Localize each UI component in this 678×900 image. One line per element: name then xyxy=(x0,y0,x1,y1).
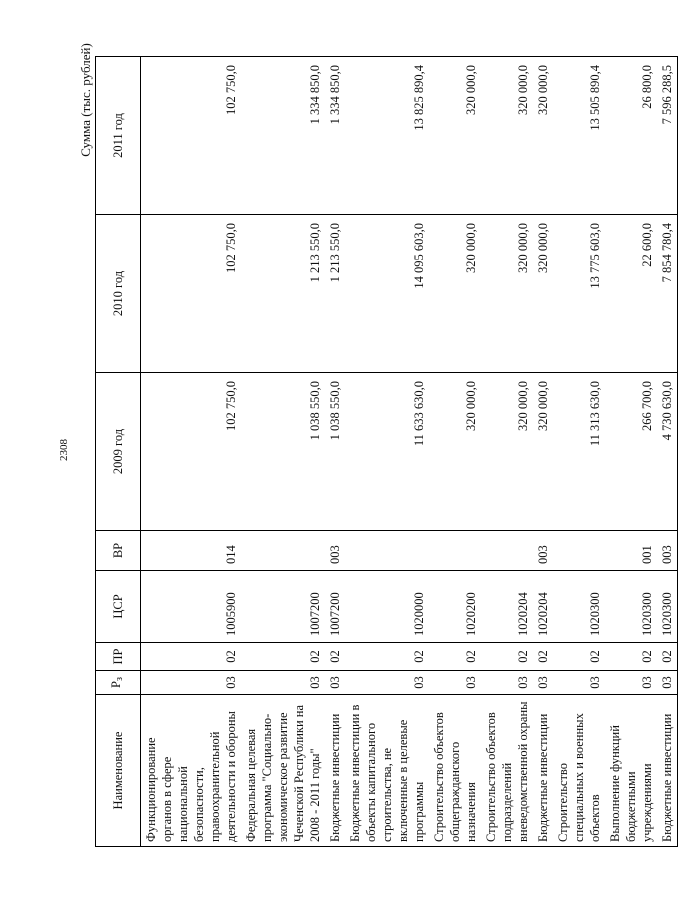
table-cell-2010: 102 750,0 xyxy=(141,215,242,373)
header-row xyxy=(96,57,141,847)
table-cell-pr: 02 xyxy=(345,643,429,671)
table-cell-2009: 4 730 630,0 xyxy=(657,373,678,531)
header-2009: 2009 год xyxy=(96,373,141,531)
table-cell-2009: 11 313 630,0 xyxy=(553,373,605,531)
table-row xyxy=(241,57,325,847)
table-cell-rz: 03 xyxy=(241,671,325,695)
table-cell-pr: 02 xyxy=(325,643,345,671)
header-csr: ЦСР xyxy=(96,571,141,643)
header-vr: ВР xyxy=(96,531,141,571)
table-cell-name: Федеральная целевая программа "Социально-экономическое развитие Чеченской Республики на 2008 - 2011 годы" xyxy=(241,695,325,847)
table-cell-vr: 003 xyxy=(325,531,345,571)
header-rz-letter: Р xyxy=(109,681,123,688)
budget-table xyxy=(95,56,678,847)
table-cell-2009: 266 700,0 xyxy=(605,373,657,531)
table-cell-rz: 03 xyxy=(481,671,533,695)
table-cell-csr: 1020300 xyxy=(605,571,657,643)
table-cell-pr: 02 xyxy=(553,643,605,671)
table-cell-vr: 003 xyxy=(533,531,553,571)
table-cell-2010: 320 000,0 xyxy=(481,215,533,373)
header-rz xyxy=(96,671,141,695)
table-cell-rz: 03 xyxy=(429,671,481,695)
table-cell-2010: 1 213 550,0 xyxy=(325,215,345,373)
table-cell-csr: 1020300 xyxy=(657,571,678,643)
table-cell-csr: 1020000 xyxy=(345,571,429,643)
table-cell-2010: 13 775 603,0 xyxy=(553,215,605,373)
table-cell-2009: 320 000,0 xyxy=(533,373,553,531)
table-cell-2010: 1 213 550,0 xyxy=(241,215,325,373)
header-2010: 2010 год xyxy=(96,215,141,373)
table-cell-csr: 1007200 xyxy=(325,571,345,643)
table-cell-name: Строительство специальных и военных объектов xyxy=(553,695,605,847)
table-cell-name: Строительство объектов общегражданского назначения xyxy=(429,695,481,847)
table-cell-vr xyxy=(241,531,325,571)
table-cell-2011: 26 800,0 xyxy=(605,57,657,215)
table-cell-2011: 13 505 890,4 xyxy=(553,57,605,215)
table-cell-name: Бюджетные инвестиции в объекты капитального строительства, не включенные в целевые программы xyxy=(345,695,429,847)
table-cell-rz: 03 xyxy=(605,671,657,695)
units-caption: Сумма (тыс. рублей) xyxy=(78,43,93,157)
table-cell-2009: 1 038 550,0 xyxy=(325,373,345,531)
table-row xyxy=(533,57,553,847)
table-cell-name: Строительство объектов подразделений вневедомственной охраны xyxy=(481,695,533,847)
table-cell-pr: 02 xyxy=(605,643,657,671)
table-cell-rz: 03 xyxy=(345,671,429,695)
table-cell-rz: 03 xyxy=(533,671,553,695)
table-cell-2009: 102 750,0 xyxy=(141,373,242,531)
table-cell-csr: 1005900 xyxy=(141,571,242,643)
table-row xyxy=(429,57,481,847)
table-row xyxy=(605,57,657,847)
table-cell-2009: 320 000,0 xyxy=(429,373,481,531)
table-cell-2011: 1 334 850,0 xyxy=(325,57,345,215)
table-cell-rz: 03 xyxy=(325,671,345,695)
table-cell-2011: 7 596 288,5 xyxy=(657,57,678,215)
table-cell-vr xyxy=(481,531,533,571)
table-cell-name: Бюджетные инвестиции xyxy=(325,695,345,847)
table-cell-pr: 02 xyxy=(657,643,678,671)
table-row xyxy=(481,57,533,847)
table-cell-vr xyxy=(429,531,481,571)
table-cell-name: Функционирование органов в сфере национальной безопасности, правоохранительной деятельности и обороны xyxy=(141,695,242,847)
table-row xyxy=(657,57,678,847)
table-cell-2011: 320 000,0 xyxy=(533,57,553,215)
header-pr: ПР xyxy=(96,643,141,671)
budget-table-wrapper xyxy=(95,57,674,847)
table-cell-2011: 320 000,0 xyxy=(481,57,533,215)
table-cell-2010: 22 600,0 xyxy=(605,215,657,373)
header-rz-subscript: з xyxy=(114,677,125,681)
table-cell-name: Бюджетные инвестиции xyxy=(533,695,553,847)
table-cell-2009: 320 000,0 xyxy=(481,373,533,531)
table-cell-2009: 11 633 630,0 xyxy=(345,373,429,531)
table-cell-name: Выполнение функций бюджетными учреждениями xyxy=(605,695,657,847)
table-cell-pr: 02 xyxy=(533,643,553,671)
table-cell-pr: 02 xyxy=(481,643,533,671)
table-cell-2011: 1 334 850,0 xyxy=(241,57,325,215)
table-cell-pr: 02 xyxy=(141,643,242,671)
table-cell-rz: 03 xyxy=(553,671,605,695)
table-cell-csr: 1007200 xyxy=(241,571,325,643)
table-cell-2010: 14 095 603,0 xyxy=(345,215,429,373)
table-row xyxy=(325,57,345,847)
table-cell-csr: 1020200 xyxy=(429,571,481,643)
table-body xyxy=(141,57,678,847)
table-cell-vr: 001 xyxy=(605,531,657,571)
table-cell-name: Бюджетные инвестиции xyxy=(657,695,678,847)
table-cell-csr: 1020204 xyxy=(533,571,553,643)
table-cell-2011: 102 750,0 xyxy=(141,57,242,215)
table-cell-vr: 003 xyxy=(657,531,678,571)
table-cell-2010: 320 000,0 xyxy=(533,215,553,373)
header-2011: 2011 год xyxy=(96,57,141,215)
table-cell-2010: 7 854 780,4 xyxy=(657,215,678,373)
table-cell-rz: 03 xyxy=(141,671,242,695)
table-cell-2011: 320 000,0 xyxy=(429,57,481,215)
table-cell-pr: 02 xyxy=(241,643,325,671)
table-cell-rz: 03 xyxy=(657,671,678,695)
table-cell-vr xyxy=(553,531,605,571)
table-cell-vr: 014 xyxy=(141,531,242,571)
header-name: Наименование xyxy=(96,695,141,847)
table-cell-pr: 02 xyxy=(429,643,481,671)
table-cell-csr: 1020204 xyxy=(481,571,533,643)
table-cell-csr: 1020300 xyxy=(553,571,605,643)
table-cell-2011: 13 825 890,4 xyxy=(345,57,429,215)
table-row xyxy=(141,57,242,847)
page-number: 2308 xyxy=(58,439,70,461)
table-cell-2009: 1 038 550,0 xyxy=(241,373,325,531)
table-cell-vr xyxy=(345,531,429,571)
table-row xyxy=(345,57,429,847)
table-row xyxy=(553,57,605,847)
table-cell-2010: 320 000,0 xyxy=(429,215,481,373)
